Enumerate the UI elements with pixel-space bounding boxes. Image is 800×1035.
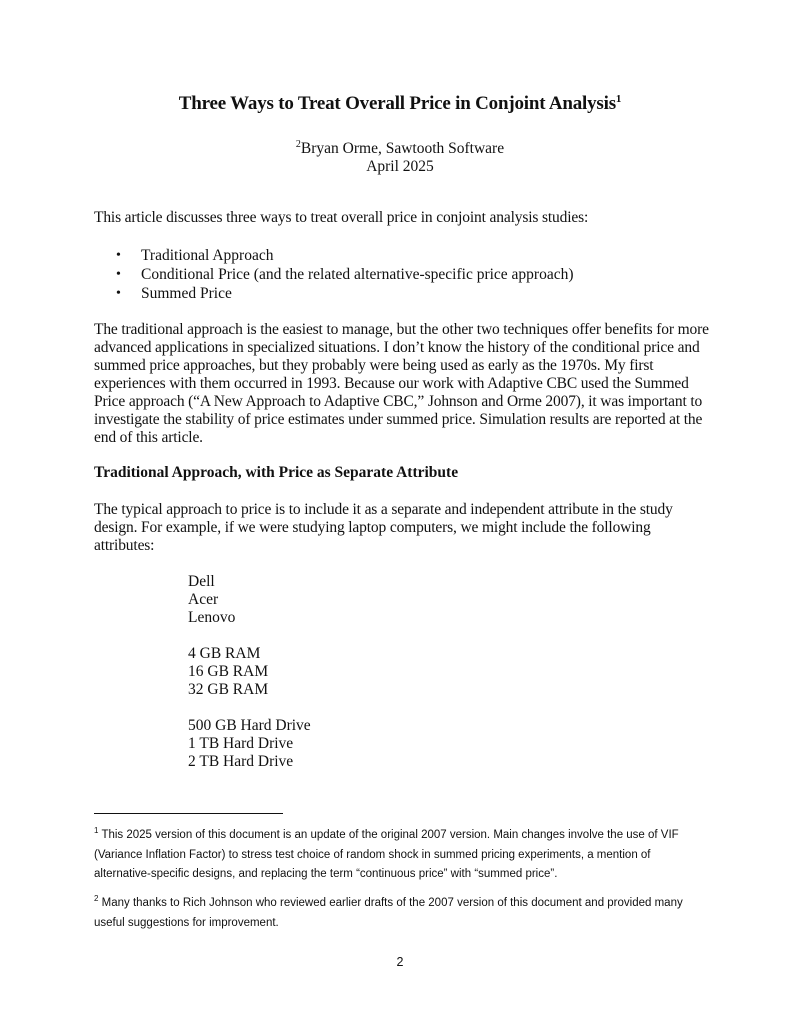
author-line	[0, 136, 800, 158]
footnote-text: Many thanks to Rich Johnson who reviewed earlier drafts of the 2007 version of this document and provided many useful suggestions for improvement.	[94, 897, 683, 929]
footnote-divider	[94, 813, 283, 814]
attribute-group-hard-drive	[188, 717, 311, 771]
author-name: Bryan Orme, Sawtooth Software	[300, 140, 505, 157]
intro-paragraph: This article discusses three ways to treat overall price in conjoint analysis studies:	[94, 209, 589, 226]
attribute-level: 1 TB Hard Drive	[188, 735, 294, 752]
list-item-text: Summed Price	[141, 285, 232, 302]
list-item	[94, 265, 574, 284]
section-heading: Traditional Approach, with Price as Separate Attribute	[94, 464, 459, 481]
paragraph-history: The traditional approach is the easiest to manage, but the other two techniques offer benefits for more advanced applications in specialized situations. I don’t know the history of the conditional price and summed price approaches, but they probably were being used as early as the 1970s. My first experiences with them occurred in 1993. Because our work with Adaptive CBC used the Summed Price approach (“A New Approach to Adaptive CBC,” Johnson and Orme 2007), it was important to investigate the stability of price estimates under summed price. Simulation results are reported at the end of this article.	[94, 321, 709, 446]
footnote-1	[94, 821, 709, 885]
paragraph-typical-approach: The typical approach to price is to include it as a separate and independent attribute in the study design. For example, if we were studying laptop computers, we might include the following attributes:	[94, 501, 673, 554]
bullet-icon: •	[116, 248, 121, 263]
attribute-level: Acer	[188, 591, 219, 608]
publication-date: April 2025	[366, 158, 434, 175]
attribute-group-ram	[188, 645, 311, 699]
attribute-level: Lenovo	[188, 609, 236, 626]
list-item-text: Conditional Price (and the related alternative-specific price approach)	[141, 266, 574, 283]
attribute-level: 32 GB RAM	[188, 681, 269, 698]
footnote-text: This 2025 version of this document is an update of the original 2007 version. Main changes involve the use of VIF (Variance Inflation Factor) to stress test choice of random shock in summed pricing experiments, a mention of alternative-specific designs, and replacing the term “continuous price” with “summed price”.	[94, 829, 679, 880]
document-title	[0, 93, 800, 115]
attribute-level: Dell	[188, 573, 215, 590]
footnote-2	[94, 889, 709, 933]
attribute-level: 16 GB RAM	[188, 663, 269, 680]
list-item	[94, 284, 574, 303]
byline	[0, 136, 800, 176]
footnote-mark: 1	[94, 826, 99, 835]
attribute-level: 4 GB RAM	[188, 645, 261, 662]
approach-list	[94, 246, 574, 303]
list-item-text: Traditional Approach	[141, 247, 274, 264]
bullet-icon: •	[116, 267, 121, 282]
title-text: Three Ways to Treat Overall Price in Conjoint Analysis	[178, 93, 616, 114]
attribute-list	[188, 573, 311, 789]
attribute-group-brand	[188, 573, 311, 627]
title-footnote-mark[interactable]: 1	[615, 93, 622, 105]
bullet-icon: •	[116, 286, 121, 301]
author-footnote-mark[interactable]: 2	[295, 139, 301, 150]
attribute-level: 2 TB Hard Drive	[188, 753, 294, 770]
footnote-mark: 2	[94, 894, 99, 903]
page-number: 2	[396, 955, 404, 969]
list-item	[94, 246, 574, 265]
attribute-level: 500 GB Hard Drive	[188, 717, 311, 734]
